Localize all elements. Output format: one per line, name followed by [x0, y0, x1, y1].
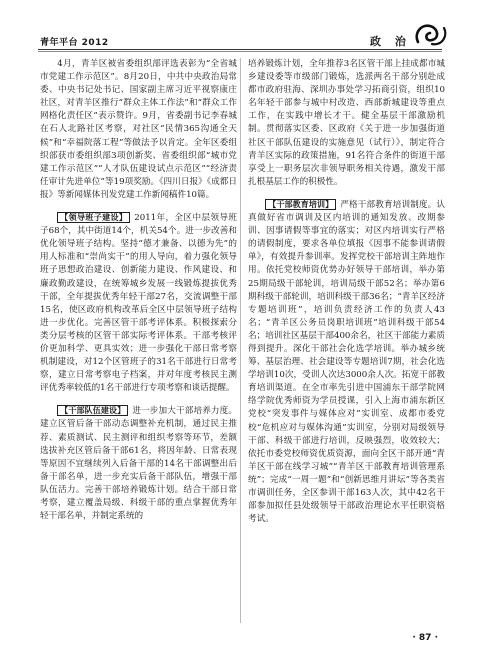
section-education-training — [248, 198, 445, 526]
left-column — [40, 58, 237, 523]
section-leadership — [40, 211, 237, 395]
section-cadre-team — [40, 404, 237, 523]
header-section-title: 政 治 — [370, 35, 411, 48]
section-tag: 【领导班子建设】 — [57, 212, 130, 223]
section-body: 2011年，全区中层领导班子68个，其中街道14个，机关54个。进一步改善和优化领导班子结构。坚持“德才兼备、以德为先”的用人标准和“崇尚实干”的用人导向，着力强化领导班子思想政治建设、创新能力建设、作风建设、和廉政勤政建设，在统筹城乡发展一线锻炼提拔优秀干部，全年提拔优秀年轻干部27名，交流调整干部15名，使区政府机构改革后全区中层领导班子结构进一步优化。完善区管干部考评体系。积极探索分类分层考核的区管干部实际考评体系。干部考核评价更加科学、更具实效；进一步强化干部日常考察机制建设，对12个区管班子的31名干部进行日常考察，建立日常考察电子档案，并对年度考核民主测评优秀率较低的1名干部进行专项考察和谈话提醒。 — [40, 213, 238, 394]
header-journal-title: 青年平台 2012 — [40, 38, 109, 48]
header-rule-thin — [38, 51, 442, 52]
continued-paragraph: 培养锻炼计划，全年推荐3名区管干部上挂成都市城乡建设委等市级部门锻炼，选派两名干部分别赴成都市政府驻海、深圳办事处学习拓商引资，组织10名年轻干部参与城中村改造、西部新城建设等重点工作，在实践中增长才干。健全基层干部激励机制。贯彻落实区委、区政府《关于进一步加强街道社区干部队伍建设的实施意见（试行）》，制定符合青羊区实际的政策措施，91名符合条件的街道干部享受上一职务层次非领导职务相关待遇，激发干部扎根基层工作的积极性。 — [248, 59, 445, 187]
section-tag: 【干部教育培训】 — [265, 199, 336, 210]
section-swirl-icon — [412, 20, 450, 50]
section-tag: 【干部队伍建设】 — [57, 405, 128, 416]
header-rule — [38, 49, 442, 50]
section-body: 进一步加大干部培养力度。建立区管后备干部动态调整补充机制，通过民主推荐、素质测试、民主测评和组织考察等环节，差额选拔补充区管后备干部61名，将因年龄、日常表现等原因不宜继续列入后备干部的14名干部调整出后备干部名单，进一步充实后备干部队伍，增强干部队伍活力。完善干部培养锻炼计划。结合干部日常考察，建立覆盖局级、科级干部的重点掌握优秀年轻干部名单，并制定系统的 — [40, 406, 237, 522]
page-number: · 87 · — [412, 633, 438, 643]
section-body: 严格干部教育培训制度。认真做好省市调训及区内培训的通知发放、改期参训、因事请假等事宜的落实；对区内培训实行严格的请假制度，要求各单位填报《因事不能参训请假单》，有效提升参训率。发挥党校干部培训主阵地作用。依托党校师资优势办好领导干部培训，举办第25期局级干部轮训，培训局级干部52名；举办第6期科级干部轮训，培训科级干部36名；“青羊区经济专题培训班”，培训负责经济工作的负责人43名；“青羊区公务员岗职培训班”培训科级干部54名；培训社区基层干部400余名，社区干部能力素质得到提升。深化干部社会化选学培训。举办城乡统筹、基层治理、社会建设等专题培训7期，社会化选学培训10次，受训人次达3000余人次。拓宽干部教育培训渠道。在全市率先引进中国浦东干部学院网络学院优秀师资为学员授课，引入上海市浦东新区党校“突发事件与媒体应对”实训室、成都市委党校“危机应对与媒体沟通”实训室，分别对局级领导干部、科级干部进行培训，反映强烈，收效较大；依托市委党校师资优质资源，面向全区干部开通“青羊区干部在线学习城”“青羊区干部教育培训管理系统”；完成“一周一题”和“创新思维月讲坛”等各类省市调训任务，全区参训干部163人次，其中42名干部参加拟任县处级领导干部政治理论水平任职资格考试。 — [248, 199, 445, 525]
intro-paragraph: 4月，青羊区被省委组织部评选表彰为“全省城市党建工作示范区”。8月20日，中共中央政治局常委、中央书记处书记、国家副主席习近平视察康庄社区，对青羊区推行“群众主体工作法”和“群众工作网格化责任区”表示赞许。9月，省委副书记李春城在石人北路社区考察，对社区“民情365沟通全天候”和“幸福院落工程”等做法予以肯定。全年区委组织部获市委组织部3项创新奖、省委组织部“城市党建工作示范区”“人才队伍建设试点示范区”“经济责任审计先进单位”等19项奖励。《四川日报》《成都日报》等新闻媒体刊发党建工作新闻稿件10篇。 — [40, 59, 237, 200]
column-divider — [240, 58, 241, 623]
right-column — [248, 58, 445, 526]
